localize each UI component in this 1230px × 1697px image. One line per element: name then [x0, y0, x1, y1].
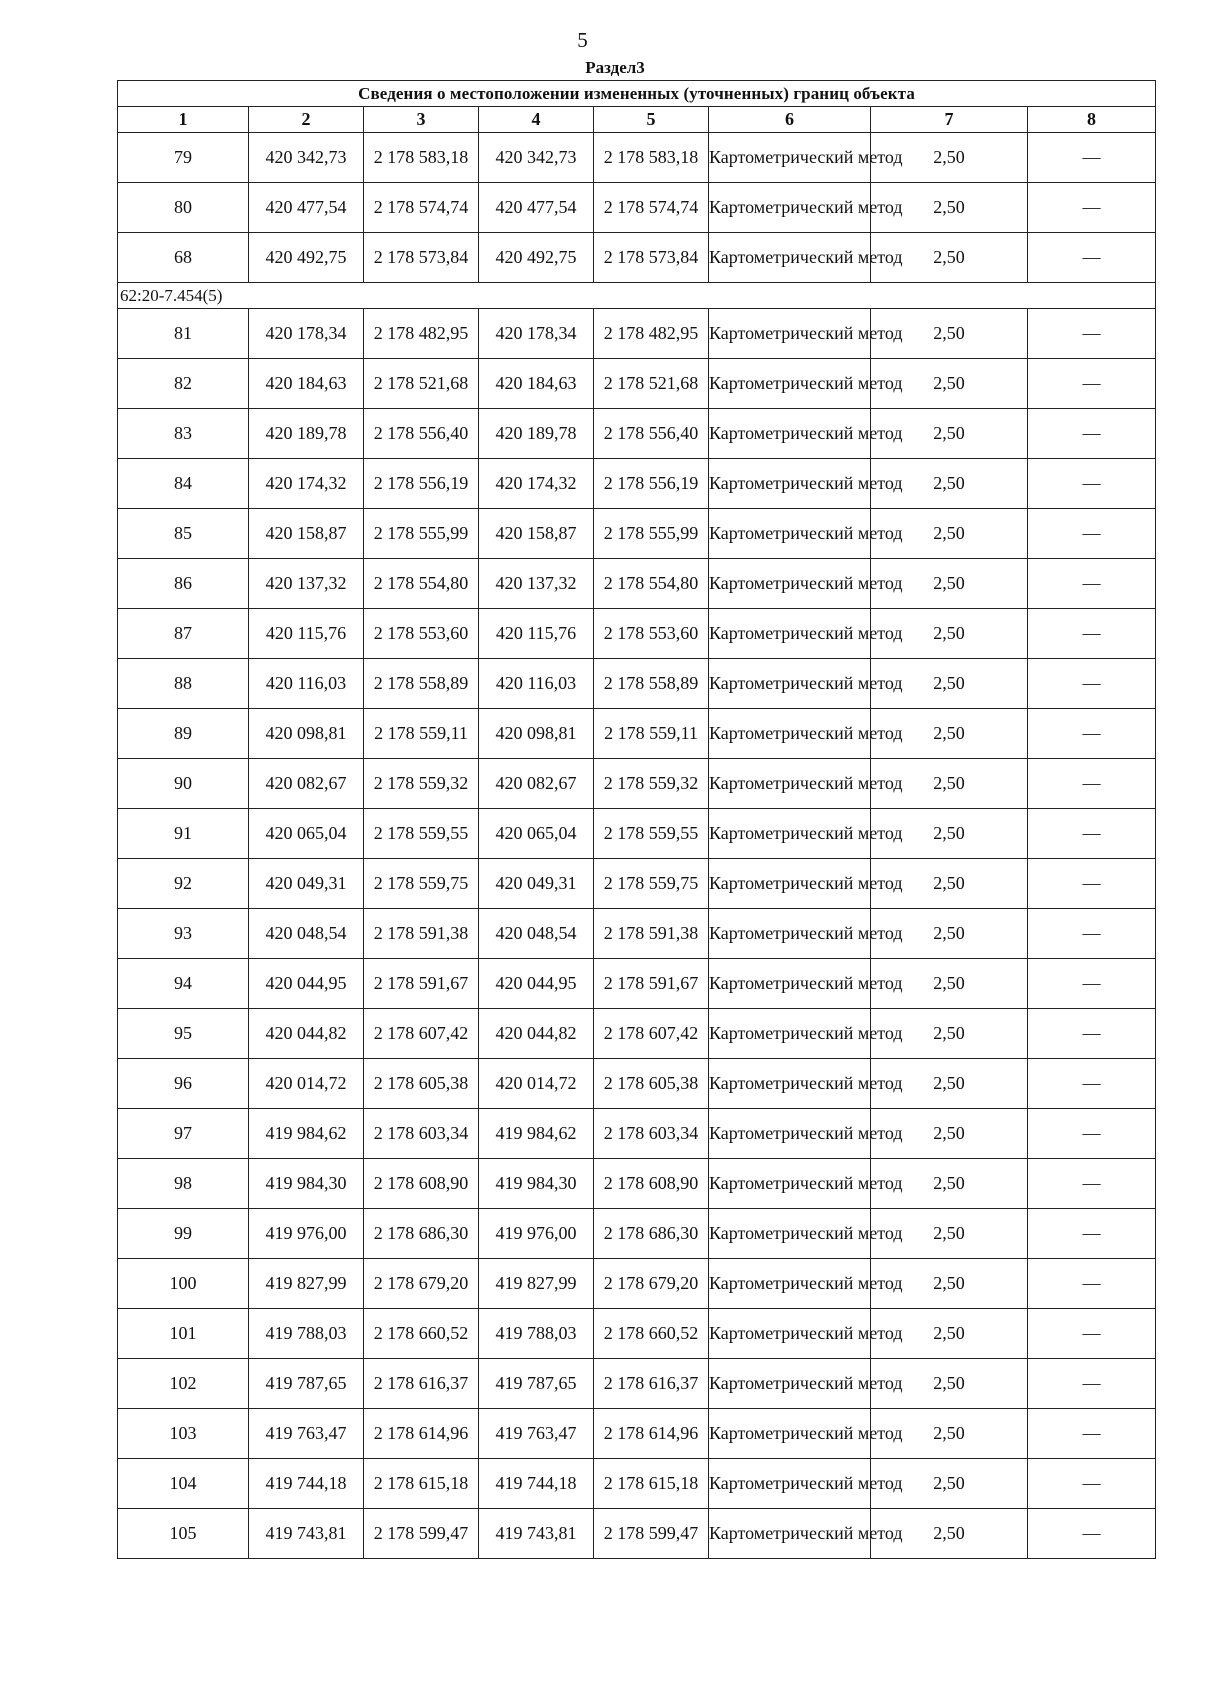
column-number: 6 — [709, 107, 871, 133]
y-coordinate-existing: 2 178 559,11 — [364, 709, 479, 759]
x-coordinate-existing: 420 044,95 — [249, 959, 364, 1009]
y-coordinate-refined: 2 178 616,37 — [594, 1359, 709, 1409]
point-number: 79 — [118, 133, 249, 183]
determination-method: Картометрический метод — [709, 1509, 871, 1559]
note-dash: — — [1028, 1359, 1156, 1409]
y-coordinate-existing: 2 178 555,99 — [364, 509, 479, 559]
boundary-coordinates-table — [117, 80, 1156, 1559]
y-coordinate-existing: 2 178 556,19 — [364, 459, 479, 509]
y-coordinate-refined: 2 178 573,84 — [594, 233, 709, 283]
table-row — [118, 509, 1156, 559]
accuracy-value: 2,50 — [871, 1159, 1028, 1209]
x-coordinate-existing: 420 098,81 — [249, 709, 364, 759]
note-dash: — — [1028, 359, 1156, 409]
x-coordinate-refined: 420 342,73 — [479, 133, 594, 183]
x-coordinate-refined: 419 788,03 — [479, 1309, 594, 1359]
y-coordinate-refined: 2 178 607,42 — [594, 1009, 709, 1059]
x-coordinate-refined: 420 137,32 — [479, 559, 594, 609]
column-number: 1 — [118, 107, 249, 133]
y-coordinate-refined: 2 178 591,67 — [594, 959, 709, 1009]
accuracy-value: 2,50 — [871, 309, 1028, 359]
table-row — [118, 1009, 1156, 1059]
x-coordinate-existing: 419 787,65 — [249, 1359, 364, 1409]
point-number: 87 — [118, 609, 249, 659]
y-coordinate-refined: 2 178 679,20 — [594, 1259, 709, 1309]
note-dash: — — [1028, 709, 1156, 759]
note-dash: — — [1028, 1509, 1156, 1559]
y-coordinate-existing: 2 178 616,37 — [364, 1359, 479, 1409]
y-coordinate-refined: 2 178 583,18 — [594, 133, 709, 183]
group-label: 62:20-7.454(5) — [118, 283, 1156, 309]
note-dash: — — [1028, 909, 1156, 959]
accuracy-value: 2,50 — [871, 859, 1028, 909]
table-row — [118, 559, 1156, 609]
rows-after-group — [118, 309, 1156, 1559]
x-coordinate-existing: 420 048,54 — [249, 909, 364, 959]
accuracy-value: 2,50 — [871, 659, 1028, 709]
point-number: 97 — [118, 1109, 249, 1159]
x-coordinate-existing: 420 049,31 — [249, 859, 364, 909]
x-coordinate-refined: 420 178,34 — [479, 309, 594, 359]
y-coordinate-existing: 2 178 608,90 — [364, 1159, 479, 1209]
point-number: 104 — [118, 1459, 249, 1509]
y-coordinate-existing: 2 178 482,95 — [364, 309, 479, 359]
table-row — [118, 1409, 1156, 1459]
x-coordinate-existing: 419 743,81 — [249, 1509, 364, 1559]
column-number: 7 — [871, 107, 1028, 133]
y-coordinate-existing: 2 178 599,47 — [364, 1509, 479, 1559]
x-coordinate-refined: 419 984,62 — [479, 1109, 594, 1159]
group-label-row — [118, 283, 1156, 309]
x-coordinate-refined: 420 044,82 — [479, 1009, 594, 1059]
determination-method: Картометрический метод — [709, 1259, 871, 1309]
accuracy-value: 2,50 — [871, 559, 1028, 609]
y-coordinate-existing: 2 178 679,20 — [364, 1259, 479, 1309]
x-coordinate-refined: 420 174,32 — [479, 459, 594, 509]
table-row — [118, 133, 1156, 183]
y-coordinate-existing: 2 178 686,30 — [364, 1209, 479, 1259]
y-coordinate-existing: 2 178 559,32 — [364, 759, 479, 809]
y-coordinate-refined: 2 178 591,38 — [594, 909, 709, 959]
y-coordinate-refined: 2 178 555,99 — [594, 509, 709, 559]
table-row — [118, 1059, 1156, 1109]
table-row — [118, 409, 1156, 459]
point-number: 80 — [118, 183, 249, 233]
x-coordinate-existing: 420 174,32 — [249, 459, 364, 509]
determination-method: Картометрический метод — [709, 659, 871, 709]
x-coordinate-existing: 419 744,18 — [249, 1459, 364, 1509]
table-row — [118, 609, 1156, 659]
note-dash: — — [1028, 1209, 1156, 1259]
y-coordinate-refined: 2 178 574,74 — [594, 183, 709, 233]
x-coordinate-refined: 420 477,54 — [479, 183, 594, 233]
x-coordinate-existing: 420 065,04 — [249, 809, 364, 859]
x-coordinate-existing: 420 115,76 — [249, 609, 364, 659]
x-coordinate-refined: 420 115,76 — [479, 609, 594, 659]
y-coordinate-refined: 2 178 521,68 — [594, 359, 709, 409]
column-numbers-row — [118, 107, 1156, 133]
column-number: 2 — [249, 107, 364, 133]
table-row — [118, 759, 1156, 809]
point-number: 95 — [118, 1009, 249, 1059]
determination-method: Картометрический метод — [709, 359, 871, 409]
note-dash: — — [1028, 609, 1156, 659]
determination-method: Картометрический метод — [709, 1209, 871, 1259]
point-number: 85 — [118, 509, 249, 559]
table-row — [118, 709, 1156, 759]
x-coordinate-refined: 420 492,75 — [479, 233, 594, 283]
x-coordinate-existing: 420 477,54 — [249, 183, 364, 233]
note-dash: — — [1028, 1259, 1156, 1309]
x-coordinate-refined: 419 984,30 — [479, 1159, 594, 1209]
determination-method: Картометрический метод — [709, 1409, 871, 1459]
point-number: 82 — [118, 359, 249, 409]
rows-before-group — [118, 133, 1156, 283]
table-row — [118, 1459, 1156, 1509]
table-row — [118, 1209, 1156, 1259]
y-coordinate-existing: 2 178 605,38 — [364, 1059, 479, 1109]
y-coordinate-existing: 2 178 559,55 — [364, 809, 479, 859]
determination-method: Картометрический метод — [709, 1359, 871, 1409]
determination-method: Картометрический метод — [709, 1459, 871, 1509]
table-row — [118, 809, 1156, 859]
note-dash: — — [1028, 133, 1156, 183]
table-row — [118, 233, 1156, 283]
determination-method: Картометрический метод — [709, 1009, 871, 1059]
point-number: 101 — [118, 1309, 249, 1359]
y-coordinate-refined: 2 178 556,19 — [594, 459, 709, 509]
determination-method: Картометрический метод — [709, 459, 871, 509]
table-row — [118, 1309, 1156, 1359]
note-dash: — — [1028, 183, 1156, 233]
note-dash: — — [1028, 1309, 1156, 1359]
x-coordinate-existing: 420 014,72 — [249, 1059, 364, 1109]
y-coordinate-existing: 2 178 591,38 — [364, 909, 479, 959]
note-dash: — — [1028, 309, 1156, 359]
note-dash: — — [1028, 1059, 1156, 1109]
y-coordinate-refined: 2 178 559,75 — [594, 859, 709, 909]
point-number: 96 — [118, 1059, 249, 1109]
accuracy-value: 2,50 — [871, 1309, 1028, 1359]
accuracy-value: 2,50 — [871, 909, 1028, 959]
x-coordinate-refined: 420 014,72 — [479, 1059, 594, 1109]
x-coordinate-refined: 420 184,63 — [479, 359, 594, 409]
note-dash: — — [1028, 1009, 1156, 1059]
column-number: 3 — [364, 107, 479, 133]
accuracy-value: 2,50 — [871, 959, 1028, 1009]
point-number: 100 — [118, 1259, 249, 1309]
table-row — [118, 959, 1156, 1009]
x-coordinate-existing: 420 184,63 — [249, 359, 364, 409]
y-coordinate-existing: 2 178 603,34 — [364, 1109, 479, 1159]
point-number: 92 — [118, 859, 249, 909]
accuracy-value: 2,50 — [871, 233, 1028, 283]
y-coordinate-existing: 2 178 591,67 — [364, 959, 479, 1009]
table-row — [118, 1359, 1156, 1409]
accuracy-value: 2,50 — [871, 509, 1028, 559]
x-coordinate-existing: 420 082,67 — [249, 759, 364, 809]
note-dash: — — [1028, 859, 1156, 909]
table-row — [118, 1509, 1156, 1559]
note-dash: — — [1028, 1409, 1156, 1459]
table-row — [118, 309, 1156, 359]
note-dash: — — [1028, 1109, 1156, 1159]
point-number: 91 — [118, 809, 249, 859]
point-number: 84 — [118, 459, 249, 509]
note-dash: — — [1028, 509, 1156, 559]
x-coordinate-existing: 419 788,03 — [249, 1309, 364, 1359]
group-section — [118, 283, 1156, 309]
point-number: 99 — [118, 1209, 249, 1259]
accuracy-value: 2,50 — [871, 1259, 1028, 1309]
point-number: 103 — [118, 1409, 249, 1459]
note-dash: — — [1028, 233, 1156, 283]
x-coordinate-refined: 420 048,54 — [479, 909, 594, 959]
determination-method: Картометрический метод — [709, 509, 871, 559]
note-dash: — — [1028, 659, 1156, 709]
determination-method: Картометрический метод — [709, 1159, 871, 1209]
point-number: 94 — [118, 959, 249, 1009]
note-dash: — — [1028, 459, 1156, 509]
y-coordinate-existing: 2 178 583,18 — [364, 133, 479, 183]
point-number: 81 — [118, 309, 249, 359]
y-coordinate-existing: 2 178 573,84 — [364, 233, 479, 283]
x-coordinate-refined: 419 976,00 — [479, 1209, 594, 1259]
y-coordinate-existing: 2 178 556,40 — [364, 409, 479, 459]
note-dash: — — [1028, 1459, 1156, 1509]
determination-method: Картометрический метод — [709, 1109, 871, 1159]
note-dash: — — [1028, 559, 1156, 609]
accuracy-value: 2,50 — [871, 133, 1028, 183]
determination-method: Картометрический метод — [709, 859, 871, 909]
table-row — [118, 1259, 1156, 1309]
accuracy-value: 2,50 — [871, 759, 1028, 809]
point-number: 90 — [118, 759, 249, 809]
accuracy-value: 2,50 — [871, 1009, 1028, 1059]
y-coordinate-refined: 2 178 599,47 — [594, 1509, 709, 1559]
y-coordinate-existing: 2 178 574,74 — [364, 183, 479, 233]
x-coordinate-existing: 420 044,82 — [249, 1009, 364, 1059]
y-coordinate-refined: 2 178 605,38 — [594, 1059, 709, 1109]
determination-method: Картометрический метод — [709, 959, 871, 1009]
accuracy-value: 2,50 — [871, 1459, 1028, 1509]
accuracy-value: 2,50 — [871, 1509, 1028, 1559]
determination-method: Картометрический метод — [709, 233, 871, 283]
y-coordinate-existing: 2 178 554,80 — [364, 559, 479, 609]
x-coordinate-refined: 419 743,81 — [479, 1509, 594, 1559]
determination-method: Картометрический метод — [709, 609, 871, 659]
table-row — [118, 459, 1156, 509]
determination-method: Картометрический метод — [709, 709, 871, 759]
y-coordinate-refined: 2 178 556,40 — [594, 409, 709, 459]
x-coordinate-refined: 419 827,99 — [479, 1259, 594, 1309]
point-number: 68 — [118, 233, 249, 283]
accuracy-value: 2,50 — [871, 709, 1028, 759]
y-coordinate-refined: 2 178 559,55 — [594, 809, 709, 859]
x-coordinate-existing: 420 189,78 — [249, 409, 364, 459]
note-dash: — — [1028, 759, 1156, 809]
accuracy-value: 2,50 — [871, 1109, 1028, 1159]
accuracy-value: 2,50 — [871, 1359, 1028, 1409]
x-coordinate-refined: 420 065,04 — [479, 809, 594, 859]
x-coordinate-existing: 420 178,34 — [249, 309, 364, 359]
x-coordinate-refined: 419 763,47 — [479, 1409, 594, 1459]
y-coordinate-existing: 2 178 558,89 — [364, 659, 479, 709]
y-coordinate-refined: 2 178 603,34 — [594, 1109, 709, 1159]
point-number: 86 — [118, 559, 249, 609]
column-number: 8 — [1028, 107, 1156, 133]
note-dash: — — [1028, 1159, 1156, 1209]
x-coordinate-refined: 420 116,03 — [479, 659, 594, 709]
y-coordinate-refined: 2 178 559,32 — [594, 759, 709, 809]
x-coordinate-existing: 420 137,32 — [249, 559, 364, 609]
x-coordinate-existing: 420 158,87 — [249, 509, 364, 559]
accuracy-value: 2,50 — [871, 1209, 1028, 1259]
y-coordinate-refined: 2 178 614,96 — [594, 1409, 709, 1459]
y-coordinate-refined: 2 178 553,60 — [594, 609, 709, 659]
y-coordinate-existing: 2 178 660,52 — [364, 1309, 479, 1359]
x-coordinate-refined: 420 189,78 — [479, 409, 594, 459]
table-row — [118, 659, 1156, 709]
y-coordinate-existing: 2 178 614,96 — [364, 1409, 479, 1459]
table-caption: Сведения о местоположении измененных (уточненных) границ объекта — [118, 81, 1156, 107]
table-caption-row — [118, 81, 1156, 107]
y-coordinate-existing: 2 178 521,68 — [364, 359, 479, 409]
note-dash: — — [1028, 409, 1156, 459]
table-row — [118, 909, 1156, 959]
accuracy-value: 2,50 — [871, 359, 1028, 409]
table-row — [118, 359, 1156, 409]
page-number: 5 — [577, 28, 588, 52]
determination-method: Картометрический метод — [709, 183, 871, 233]
x-coordinate-existing: 419 763,47 — [249, 1409, 364, 1459]
point-number: 93 — [118, 909, 249, 959]
point-number: 98 — [118, 1159, 249, 1209]
x-coordinate-refined: 420 044,95 — [479, 959, 594, 1009]
x-coordinate-existing: 419 984,30 — [249, 1159, 364, 1209]
y-coordinate-refined: 2 178 608,90 — [594, 1159, 709, 1209]
accuracy-value: 2,50 — [871, 459, 1028, 509]
y-coordinate-existing: 2 178 559,75 — [364, 859, 479, 909]
point-number: 88 — [118, 659, 249, 709]
y-coordinate-refined: 2 178 686,30 — [594, 1209, 709, 1259]
point-number: 89 — [118, 709, 249, 759]
y-coordinate-refined: 2 178 554,80 — [594, 559, 709, 609]
point-number: 102 — [118, 1359, 249, 1409]
y-coordinate-refined: 2 178 615,18 — [594, 1459, 709, 1509]
determination-method: Картометрический метод — [709, 809, 871, 859]
table-row — [118, 1159, 1156, 1209]
note-dash: — — [1028, 959, 1156, 1009]
x-coordinate-refined: 420 158,87 — [479, 509, 594, 559]
accuracy-value: 2,50 — [871, 809, 1028, 859]
column-number: 5 — [594, 107, 709, 133]
accuracy-value: 2,50 — [871, 1059, 1028, 1109]
x-coordinate-existing: 420 492,75 — [249, 233, 364, 283]
x-coordinate-refined: 420 082,67 — [479, 759, 594, 809]
y-coordinate-refined: 2 178 660,52 — [594, 1309, 709, 1359]
x-coordinate-refined: 419 787,65 — [479, 1359, 594, 1409]
x-coordinate-existing: 419 827,99 — [249, 1259, 364, 1309]
x-coordinate-existing: 419 984,62 — [249, 1109, 364, 1159]
section-title: Раздел3 — [585, 58, 645, 77]
x-coordinate-refined: 419 744,18 — [479, 1459, 594, 1509]
point-number: 105 — [118, 1509, 249, 1559]
accuracy-value: 2,50 — [871, 1409, 1028, 1459]
y-coordinate-refined: 2 178 482,95 — [594, 309, 709, 359]
accuracy-value: 2,50 — [871, 183, 1028, 233]
accuracy-value: 2,50 — [871, 609, 1028, 659]
y-coordinate-existing: 2 178 553,60 — [364, 609, 479, 659]
determination-method: Картометрический метод — [709, 309, 871, 359]
x-coordinate-existing: 419 976,00 — [249, 1209, 364, 1259]
x-coordinate-existing: 420 342,73 — [249, 133, 364, 183]
determination-method: Картометрический метод — [709, 1059, 871, 1109]
accuracy-value: 2,50 — [871, 409, 1028, 459]
x-coordinate-refined: 420 049,31 — [479, 859, 594, 909]
table-row — [118, 859, 1156, 909]
table-row — [118, 183, 1156, 233]
determination-method: Картометрический метод — [709, 759, 871, 809]
point-number: 83 — [118, 409, 249, 459]
determination-method: Картометрический метод — [709, 409, 871, 459]
determination-method: Картометрический метод — [709, 133, 871, 183]
determination-method: Картометрический метод — [709, 559, 871, 609]
determination-method: Картометрический метод — [709, 1309, 871, 1359]
x-coordinate-refined: 420 098,81 — [479, 709, 594, 759]
determination-method: Картометрический метод — [709, 909, 871, 959]
y-coordinate-refined: 2 178 558,89 — [594, 659, 709, 709]
y-coordinate-existing: 2 178 615,18 — [364, 1459, 479, 1509]
y-coordinate-refined: 2 178 559,11 — [594, 709, 709, 759]
column-number: 4 — [479, 107, 594, 133]
note-dash: — — [1028, 809, 1156, 859]
table-row — [118, 1109, 1156, 1159]
x-coordinate-existing: 420 116,03 — [249, 659, 364, 709]
y-coordinate-existing: 2 178 607,42 — [364, 1009, 479, 1059]
